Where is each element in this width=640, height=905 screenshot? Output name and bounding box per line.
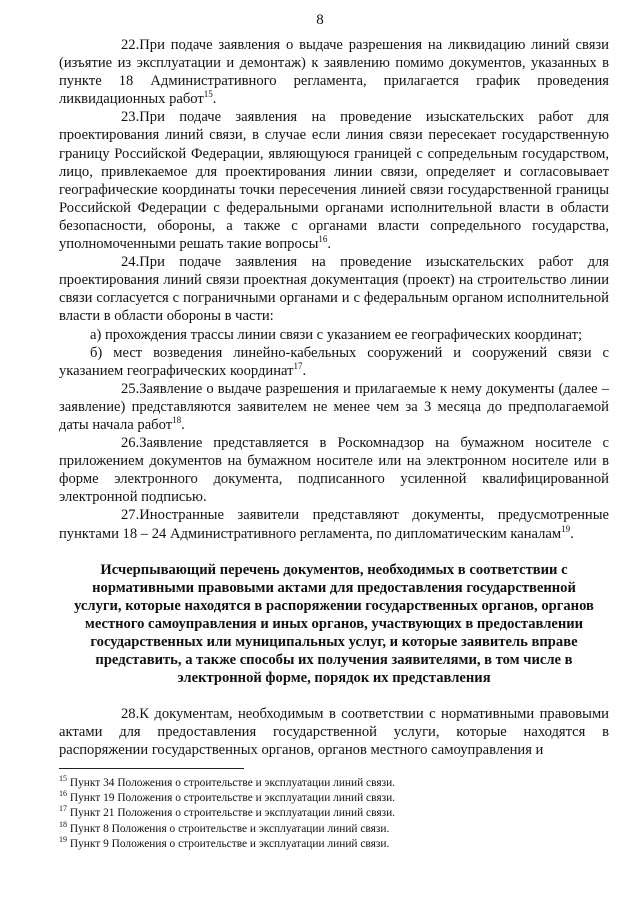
footnote-ref[interactable]: 17 — [293, 360, 303, 371]
paragraph-text: При подаче заявления на проведение изыскательских работ для проектирования линий связи проектная документация (проект) на строительство линии связи согласуется с пограничными органами и с федеральным органом исполнительной власти в области обороны в части: — [59, 254, 609, 325]
paragraph-25 — [59, 380, 609, 434]
footnote-number: 16 — [59, 789, 67, 799]
paragraph-text: При подаче заявления о выдаче разрешения на ликвидацию линий связи (изъятие из эксплуатации и демонтаж) к заявлению помимо документов, указанных в пункте 18 Административного регламента, прилагается график проведения ликвидационных работ — [59, 37, 609, 108]
paragraph-22 — [59, 36, 609, 108]
paragraph-text: Иностранные заявители представляют документы, предусмотренные пунктами 18 – 24 Административного регламента, по дипломатическим каналам — [59, 507, 609, 542]
paragraph-text: б) мест возведения линейно-кабельных сооружений и сооружений связи с указанием географических координат — [59, 344, 609, 379]
page-number: 8 — [316, 12, 324, 28]
paragraph-number: 26. — [121, 435, 140, 452]
paragraph-tail: . — [212, 91, 217, 108]
paragraph-number: 28. — [121, 706, 140, 723]
footnote-ref[interactable]: 19 — [561, 523, 571, 534]
paragraph-tail: . — [181, 416, 185, 433]
subitem-a — [59, 326, 609, 344]
paragraph-23 — [59, 108, 609, 253]
paragraph-text: Заявление о выдаче разрешения и прилагаемые к нему документы (далее – заявление) представляются заявителем не менее чем за 3 месяца до предполагаемой даты начала работ — [59, 380, 609, 433]
footnote-separator — [59, 768, 244, 769]
paragraph-text: При подаче заявления на проведение изыскательских работ для проектирования линий связи, в случае если линия связи пересекает государственную границу Российской Федерации, являющуюся границей с сопредельным государством, лицо, привлекаемое для проектирования линии связи, определяет и согласовывает географические координаты точки пересечения линией связи государственной границы Российской Федерации с федеральными органами исполнительной власти в области безопасности, обороны, а также с органами власти сопредельного государства, уполномоченными решать такие вопросы — [59, 109, 609, 253]
footnote — [59, 819, 609, 837]
paragraph-number: 23. — [121, 109, 140, 126]
footnote-number: 18 — [59, 819, 67, 829]
footnote-text: Пункт 8 Положения о строительстве и эксплуатации линий связи. — [69, 822, 390, 835]
subitem-b — [59, 344, 609, 380]
footnote-ref[interactable]: 16 — [318, 234, 328, 245]
paragraph-number: 27. — [121, 507, 140, 524]
paragraph-number: 22. — [121, 37, 140, 53]
footnote-number: 17 — [59, 804, 67, 814]
paragraph-number: 24. — [121, 254, 140, 271]
footnote-number: 19 — [59, 835, 67, 845]
section-heading: Исчерпывающий перечень документов, необходимых в соответствии с нормативными правовыми актами для предоставления государственной услуги, которые находятся в распоряжении государственных органов, органов местного самоуправления и иных органов, участвующих в предоставлении государственных или муниципальных услуг, и которые заявитель вправе представить, а также способы их получения заявителями, в том числе в электронной форме, порядок их представления — [74, 561, 594, 687]
paragraph-tail: . — [302, 362, 307, 379]
footnote — [59, 776, 609, 791]
footnote-ref[interactable]: 15 — [203, 89, 213, 100]
paragraph-tail: . — [570, 525, 574, 542]
paragraph-text: а) прохождения трассы линии связи с указанием ее географических координат; — [90, 326, 583, 343]
paragraph-number: 25. — [121, 380, 140, 397]
footnote-ref[interactable]: 18 — [172, 415, 182, 426]
footnote — [59, 791, 609, 806]
paragraph-27 — [59, 506, 609, 542]
footnote-number: 15 — [59, 774, 67, 784]
footnote-text: Пункт 34 Положения о строительстве и эксплуатации линий связи. — [69, 777, 396, 789]
paragraph-26 — [59, 434, 609, 506]
footnote — [59, 806, 609, 821]
paragraph-text: Заявление представляется в Роскомнадзор на бумажном носителе с приложением документов на бумажном носителе или на электронном носителе или в форме электронного документа, подписанного усиленной квалифицированной электронной подписью. — [59, 435, 609, 506]
document-body — [59, 36, 609, 760]
footnotes — [59, 776, 609, 852]
footnote-text: Пункт 9 Положения о строительстве и эксплуатации линий связи. — [69, 837, 390, 850]
footnote-text: Пункт 19 Положения о строительстве и эксплуатации линий связи. — [69, 792, 396, 805]
footnote-text: Пункт 21 Положения о строительстве и эксплуатации линий связи. — [69, 807, 396, 820]
paragraph-tail: . — [327, 236, 332, 253]
paragraph-24 — [59, 253, 609, 325]
paragraph-28 — [59, 705, 609, 759]
paragraph-text: К документам, необходимым в соответствии с нормативными правовыми актами для предоставления государственной услуги, которые находятся в распоряжении государственных органов, органов местного самоуправления и — [59, 706, 609, 759]
footnote — [59, 837, 609, 852]
